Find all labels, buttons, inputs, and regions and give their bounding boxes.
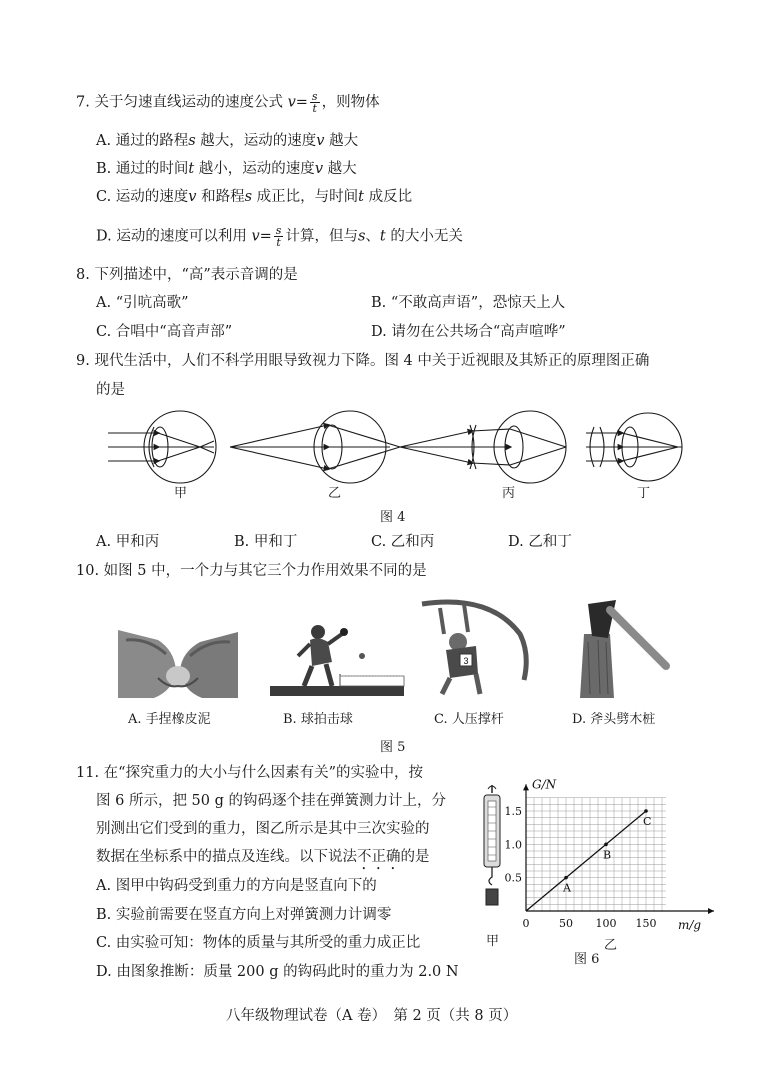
label-yi: 乙 <box>328 486 342 501</box>
x-axis-label: m/g <box>678 918 702 932</box>
y-axis-label: G/N <box>532 777 557 792</box>
image-table-tennis <box>270 612 404 698</box>
q7-option-a: A. 通过的路程s 越大，运动的速度v 越大 <box>96 133 359 149</box>
q11-stem-line1: 11. 在“探究重力的大小与什么因素有关”的实验中，按 <box>76 765 423 781</box>
q11-option-c: C. 由实验可知：物体的质量与其所受的重力成正比 <box>96 935 421 951</box>
q7-option-b: B. 通过的时间t 越小，运动的速度v 越大 <box>96 161 357 177</box>
g-m-graph <box>496 765 716 935</box>
q9-stem-line1: 9. 现代生活中，人们不科学用眼导致视力下降。图 4 中关于近视眼及其矫正的原理图正确 <box>76 353 650 369</box>
q10-stem: 10. 如图 5 中，一个力与其它三个力作用效果不同的是 <box>76 563 427 579</box>
x-axis-arrow <box>708 908 714 914</box>
label-ding: 丁 <box>637 486 651 501</box>
graph-axes <box>523 777 714 932</box>
eye-diagram-bing <box>400 411 566 483</box>
y-tick-label: 1.5 <box>504 805 522 818</box>
q7-frac-num: s <box>311 90 318 103</box>
data-point <box>644 809 648 813</box>
image-pole-vault <box>420 594 532 698</box>
q11-option-a: A. 图甲中钩码受到重力的方向是竖直向下的 <box>96 878 377 894</box>
q11-option-b: B. 实验前需要在竖直方向上对弹簧测力计调零 <box>96 907 392 923</box>
page-footer: 八年级物理试卷（A 卷） 第 2 页（共 8 页） <box>226 1008 518 1024</box>
data-point <box>604 843 608 847</box>
data-line <box>526 811 646 911</box>
q8-option-b: B. “不敢高声语”，恐惊天上人 <box>371 295 566 311</box>
x-tick-label: 50 <box>559 917 573 930</box>
image-axe-log <box>574 598 672 698</box>
label-bing: 丙 <box>502 486 516 501</box>
y-tick-label: 1.0 <box>504 838 522 852</box>
q7-option-c: C. 运动的速度v 和路程s 成正比，与时间t 成反比 <box>96 189 413 205</box>
data-point <box>564 876 568 880</box>
figure-4-eye-diagrams <box>100 405 690 505</box>
figure-6-caption: 图 6 <box>574 952 600 967</box>
q8-option-c: C. 合唱中“高音声部” <box>96 324 233 340</box>
x-tick-label: 100 <box>595 917 617 930</box>
data-point-label: B <box>603 848 612 862</box>
figure-5-caption: 图 5 <box>380 740 406 755</box>
q7-stem-end: ，则物体 <box>321 94 380 111</box>
image-hands-clay <box>118 620 238 700</box>
x-tick-label: 0 <box>522 917 530 930</box>
y-axis-arrow <box>523 784 529 790</box>
eye-diagram-yi <box>230 411 400 483</box>
figure-6-label-yi: 乙 <box>604 938 618 953</box>
q9-option-c: C. 乙和丙 <box>371 534 435 550</box>
q7-equals: = <box>295 94 308 111</box>
not-correct-emphasis: 不正确 <box>357 849 401 865</box>
q11-stem-line3: 别测出它们受到的重力，图乙所示是其中三次实验的 <box>96 821 430 837</box>
figure-6-label-jia: 甲 <box>486 934 500 949</box>
q11-stem-line4: 数据在坐标系中的描点及连线。以下说法不正确的是 <box>96 849 430 865</box>
eye-diagram-jia <box>108 411 216 483</box>
athlete-number: 3 <box>463 656 469 666</box>
figure-4-caption: 图 4 <box>380 510 406 525</box>
q11-option-d: D. 由图象推断：质量 200 g 的钩码此时的重力为 2.0 N <box>96 964 459 980</box>
q10-option-c: C. 人压撑杆 <box>434 712 504 727</box>
q10-option-a: A. 手捏橡皮泥 <box>128 712 211 727</box>
q7-option-d: D. 运动的速度可以利用 v= $\frac{s}{t}$ 计算，但与s、t 的大小无关 <box>96 224 463 249</box>
x-tick-label: 150 <box>635 917 657 930</box>
q11-stem-line2: 图 6 所示，把 50 g 的钩码逐个挂在弹簧测力计上，分 <box>96 793 447 809</box>
q9-option-b: B. 甲和丁 <box>234 534 298 550</box>
data-point-label: A <box>563 881 571 895</box>
q7-velocity-var: v <box>287 94 296 111</box>
q7-fraction <box>310 91 320 114</box>
q7-stem <box>76 91 380 114</box>
q10-option-b: B. 球拍击球 <box>283 712 353 727</box>
q9-option-d: D. 乙和丁 <box>508 534 572 550</box>
label-jia: 甲 <box>174 486 188 501</box>
q10-option-d: D. 斧头劈木桩 <box>572 712 656 727</box>
q9-stem-line2: 的是 <box>96 382 125 398</box>
q9-option-a: A. 甲和丙 <box>96 534 160 550</box>
q8-option-a: A. “引吭高歌” <box>96 295 189 311</box>
q7-stem-text: 7. 关于匀速直线运动的速度公式 <box>76 94 283 111</box>
data-point-label: C <box>643 815 652 828</box>
eye-diagram-ding <box>586 413 682 481</box>
q7-frac-den: t <box>312 102 317 115</box>
q8-option-d: D. 请勿在公共场合“高声喧哗” <box>371 324 566 340</box>
y-tick-label: 0.5 <box>504 871 522 885</box>
q8-stem: 8. 下列描述中，“高”表示音调的是 <box>76 267 298 283</box>
